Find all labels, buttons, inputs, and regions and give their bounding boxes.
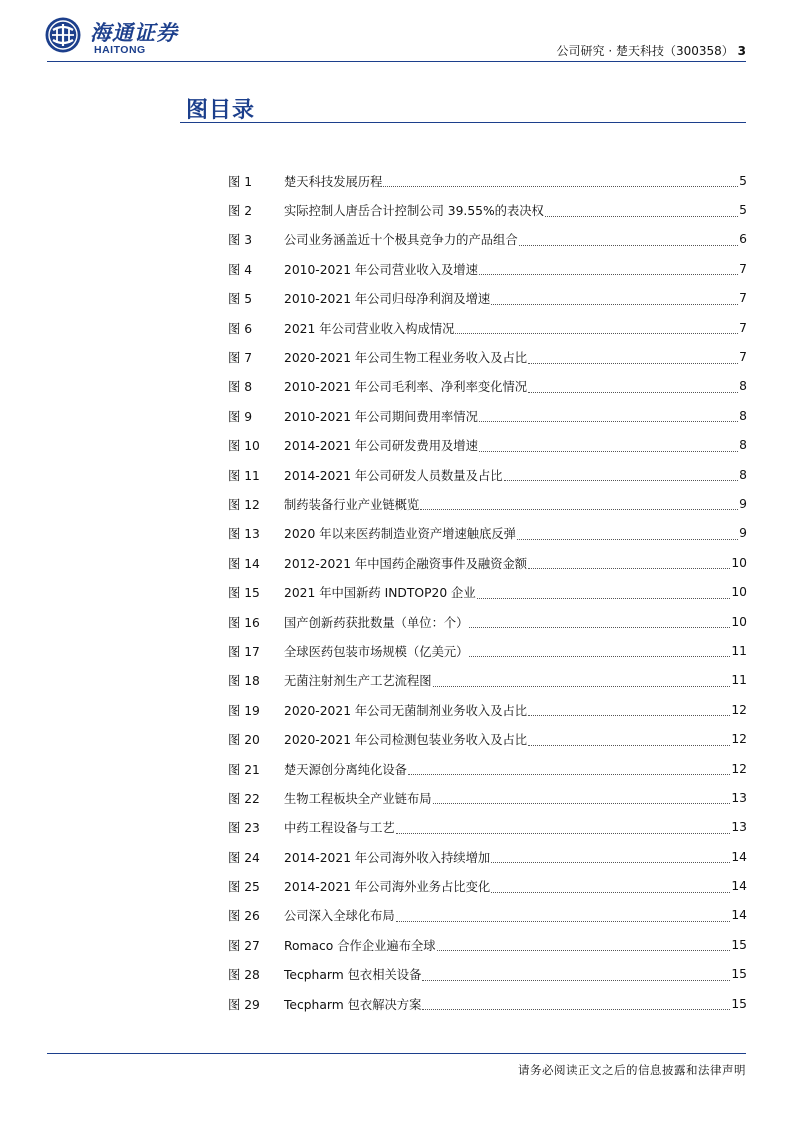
toc-entry[interactable]: [228, 842, 747, 871]
toc-entry-page: 12: [731, 761, 747, 776]
toc-entry[interactable]: [228, 195, 747, 224]
toc-entry-title: 2012-2021 年中国药企融资事件及融资金额: [284, 556, 528, 571]
toc-entry[interactable]: [228, 431, 747, 460]
page-number: 3: [737, 44, 746, 58]
toc-entry-title: 2021 年公司营业收入构成情况: [284, 321, 455, 336]
toc-entry[interactable]: [228, 960, 747, 989]
toc-entry[interactable]: [228, 813, 747, 842]
toc-entry-page: 14: [731, 879, 747, 894]
toc-entry-number: 图 15: [228, 586, 260, 601]
toc-entry-page: 8: [739, 438, 747, 453]
toc-entry-page: 14: [731, 908, 747, 923]
toc-dot-leader: [528, 392, 738, 393]
toc-entry-title: 中药工程设备与工艺: [284, 821, 395, 836]
toc-entry-number: 图 27: [228, 938, 260, 953]
toc-entry-title: 公司业务涵盖近十个极具竞争力的产品组合: [284, 233, 518, 248]
toc-dot-leader: [408, 774, 730, 775]
toc-entry-title: 2014-2021 年公司海外收入持续增加: [284, 850, 491, 865]
toc-dot-leader: [396, 833, 731, 834]
toc-entry-page: 6: [739, 232, 747, 247]
toc-entry-number: 图 7: [228, 351, 253, 366]
toc-entry-number: 图 16: [228, 615, 260, 630]
header-divider: [47, 61, 746, 62]
toc-dot-leader: [491, 892, 730, 893]
toc-entry-number: 图 3: [228, 233, 253, 248]
haitong-logo: [44, 16, 194, 62]
logo-english-name: HAITONG: [94, 44, 146, 56]
toc-entry-title: 2010-2021 年公司毛利率、净利率变化情况: [284, 380, 528, 395]
toc-entry-page: 9: [739, 526, 747, 541]
toc-entry-page: 15: [731, 937, 747, 952]
toc-entry[interactable]: [228, 313, 747, 342]
toc-entry-title: 2020-2021 年公司无菌制剂业务收入及占比: [284, 703, 528, 718]
toc-entry-title: 2010-2021 年公司归母净利润及增速: [284, 292, 491, 307]
toc-entry-page: 7: [739, 261, 747, 276]
toc-entry-title: 2020-2021 年公司生物工程业务收入及占比: [284, 351, 528, 366]
toc-dot-leader: [528, 363, 738, 364]
toc-entry[interactable]: [228, 254, 747, 283]
toc-dot-leader: [422, 980, 730, 981]
toc-entry[interactable]: [228, 754, 747, 783]
toc-dot-leader: [433, 803, 731, 804]
figure-toc-list: [228, 166, 747, 1018]
toc-entry-page: 11: [731, 673, 747, 688]
toc-dot-leader: [469, 656, 730, 657]
toc-dot-leader: [396, 921, 731, 922]
toc-entry-title: 制药装备行业产业链概览: [284, 497, 420, 512]
toc-entry[interactable]: [228, 519, 747, 548]
toc-dot-leader: [422, 1009, 730, 1010]
toc-entry-number: 图 19: [228, 703, 260, 718]
toc-entry-number: 图 21: [228, 762, 260, 777]
toc-entry-page: 13: [731, 790, 747, 805]
toc-entry-page: 7: [739, 291, 747, 306]
toc-dot-leader: [504, 480, 739, 481]
toc-entry-title: 2020-2021 年公司检测包装业务收入及占比: [284, 733, 528, 748]
toc-entry-title: 2020 年以来医药制造业资产增速触底反弹: [284, 527, 516, 542]
toc-entry-number: 图 13: [228, 527, 260, 542]
toc-entry-number: 图 11: [228, 468, 260, 483]
toc-dot-leader: [545, 216, 738, 217]
toc-entry-number: 图 14: [228, 556, 260, 571]
toc-entry-number: 图 12: [228, 497, 260, 512]
toc-entry[interactable]: [228, 783, 747, 812]
toc-entry[interactable]: [228, 284, 747, 313]
toc-entry-number: 图 28: [228, 968, 260, 983]
toc-entry[interactable]: [228, 901, 747, 930]
toc-entry-number: 图 26: [228, 909, 260, 924]
toc-entry[interactable]: [228, 401, 747, 430]
toc-entry-number: 图 6: [228, 321, 253, 336]
toc-entry-page: 8: [739, 379, 747, 394]
toc-entry-page: 10: [731, 614, 747, 629]
toc-dot-leader: [519, 245, 739, 246]
toc-entry-title: Tecpharm 包衣解决方案: [284, 997, 422, 1012]
toc-entry[interactable]: [228, 695, 747, 724]
toc-entry-number: 图 22: [228, 791, 260, 806]
toc-entry-number: 图 10: [228, 439, 260, 454]
toc-entry-number: 图 20: [228, 733, 260, 748]
toc-entry-number: 图 24: [228, 850, 260, 865]
toc-entry[interactable]: [228, 607, 747, 636]
toc-entry-title: 楚天科技发展历程: [284, 174, 383, 189]
toc-entry-number: 图 18: [228, 674, 260, 689]
toc-entry-title: 2014-2021 年公司研发人员数量及占比: [284, 468, 503, 483]
toc-dot-leader: [491, 862, 730, 863]
toc-entry-page: 12: [731, 702, 747, 717]
toc-entry[interactable]: [228, 342, 747, 371]
toc-entry-number: 图 5: [228, 292, 253, 307]
toc-dot-leader: [517, 539, 738, 540]
toc-entry-page: 13: [731, 820, 747, 835]
toc-dot-leader: [528, 745, 730, 746]
toc-entry-page: 8: [739, 467, 747, 482]
toc-entry[interactable]: [228, 930, 747, 959]
toc-entry[interactable]: [228, 577, 747, 606]
toc-dot-leader: [479, 274, 738, 275]
toc-entry-page: 15: [731, 996, 747, 1011]
toc-entry-title: 2014-2021 年公司研发费用及增速: [284, 439, 478, 454]
toc-dot-leader: [455, 333, 738, 334]
haitong-emblem-icon: [44, 16, 82, 54]
toc-dot-leader: [528, 568, 730, 569]
toc-entry-number: 图 17: [228, 644, 260, 659]
toc-dot-leader: [477, 598, 731, 599]
logo-chinese-name: 海通证券: [90, 21, 178, 45]
toc-dot-leader: [437, 950, 731, 951]
toc-entry-page: 14: [731, 849, 747, 864]
toc-entry-title: 全球医药包装市场规模（亿美元）: [284, 644, 469, 659]
report-header-label: [557, 42, 746, 59]
toc-dot-leader: [469, 627, 730, 628]
toc-entry-title: 生物工程板块全产业链布局: [284, 791, 432, 806]
page-header: [0, 0, 793, 70]
toc-entry-page: 10: [731, 585, 747, 600]
toc-entry[interactable]: [228, 460, 747, 489]
toc-dot-leader: [383, 186, 738, 187]
footer-divider: [47, 1053, 746, 1054]
toc-dot-leader: [433, 686, 731, 687]
toc-entry-number: 图 9: [228, 409, 253, 424]
toc-entry-page: 7: [739, 350, 747, 365]
toc-entry[interactable]: [228, 225, 747, 254]
toc-entry-title: 2010-2021 年公司营业收入及增速: [284, 262, 478, 277]
toc-entry[interactable]: [228, 871, 747, 900]
toc-entry-number: 图 25: [228, 880, 260, 895]
toc-entry-title: Romaco 合作企业遍布全球: [284, 938, 436, 953]
toc-entry-page: 9: [739, 496, 747, 511]
toc-entry-title: Tecpharm 包衣相关设备: [284, 968, 422, 983]
toc-entry[interactable]: [228, 636, 747, 665]
toc-entry-page: 12: [731, 732, 747, 747]
toc-entry-title: 国产创新药获批数量（单位：个）: [284, 615, 469, 630]
toc-entry-page: 11: [731, 643, 747, 658]
toc-entry[interactable]: [228, 548, 747, 577]
toc-entry[interactable]: [228, 724, 747, 753]
toc-entry-title: 2021 年中国新药 INDTOP20 企业: [284, 586, 476, 601]
toc-entry-page: 10: [731, 555, 747, 570]
toc-entry-title: 2014-2021 年公司海外业务占比变化: [284, 880, 491, 895]
toc-entry[interactable]: [228, 489, 747, 518]
toc-entry-title: 2010-2021 年公司期间费用率情况: [284, 409, 478, 424]
toc-dot-leader: [528, 715, 730, 716]
toc-entry-page: 7: [739, 320, 747, 335]
toc-entry-number: 图 23: [228, 821, 260, 836]
toc-entry-title: 公司深入全球化布局: [284, 909, 395, 924]
toc-entry-number: 图 29: [228, 997, 260, 1012]
toc-dot-leader: [491, 304, 738, 305]
toc-dot-leader: [479, 451, 738, 452]
toc-entry-page: 15: [731, 967, 747, 982]
toc-entry-number: 图 2: [228, 204, 253, 219]
toc-entry-page: 5: [739, 203, 747, 218]
toc-entry-number: 图 1: [228, 174, 253, 189]
toc-dot-leader: [420, 509, 738, 510]
title-divider: [180, 122, 746, 123]
toc-entry[interactable]: [228, 666, 747, 695]
toc-entry[interactable]: [228, 989, 747, 1018]
page-title: 图目录: [186, 98, 256, 123]
footer-disclaimer: 请务必阅读正文之后的信息披露和法律声明: [518, 1063, 746, 1077]
toc-dot-leader: [479, 421, 738, 422]
toc-entry-title: 楚天源创分离纯化设备: [284, 762, 407, 777]
toc-entry-title: 实际控制人唐岳合计控制公司 39.55%的表决权: [284, 204, 544, 219]
toc-entry-page: 8: [739, 408, 747, 423]
toc-entry-number: 图 8: [228, 380, 253, 395]
toc-entry-page: 5: [739, 173, 747, 188]
toc-entry-title: 无菌注射剂生产工艺流程图: [284, 674, 432, 689]
toc-entry[interactable]: [228, 372, 747, 401]
toc-entry[interactable]: [228, 166, 747, 195]
report-label: 公司研究 · 楚天科技（300358）: [556, 44, 734, 58]
toc-entry-number: 图 4: [228, 262, 253, 277]
